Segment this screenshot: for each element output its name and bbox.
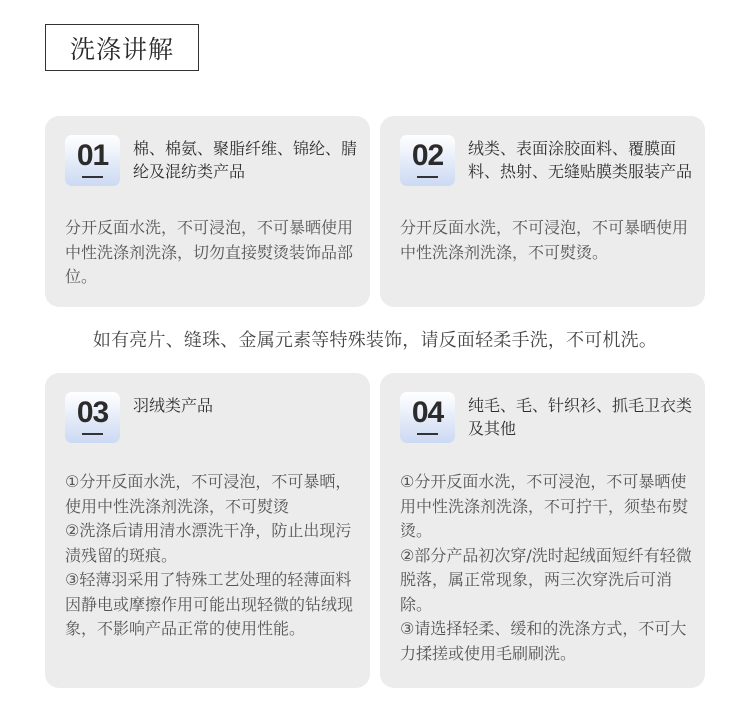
care-card-03	[45, 373, 370, 688]
number-badge	[65, 392, 120, 443]
care-instruction: 分开反面水洗，不可浸泡，不可暴晒使用中性洗涤剂洗涤，不可熨烫。	[400, 218, 689, 262]
badge-number: 02	[411, 139, 444, 172]
card-title: 羽绒类产品	[133, 396, 214, 415]
badge-underline	[82, 176, 103, 178]
care-instruction: ②部分产品初次穿/洗时起绒面短纤有轻微脱落，属正常现象，两三次穿洗后可消除。	[400, 545, 692, 614]
number-badge	[400, 392, 455, 443]
number-badge	[400, 135, 455, 186]
badge-number: 03	[76, 396, 109, 429]
card-body	[400, 470, 696, 666]
page-title: 洗涤讲解	[45, 24, 199, 71]
care-card-04	[380, 373, 705, 688]
care-instruction: ①分开反面水洗，不可浸泡，不可暴晒，使用中性洗涤剂洗涤，不可熨烫	[65, 472, 352, 516]
care-card-01	[45, 116, 370, 307]
badge-underline	[417, 176, 438, 178]
card-title: 纯毛、毛、针织衫、抓毛卫衣类及其他	[468, 396, 693, 438]
care-instruction: 分开反面水洗，不可浸泡，不可暴晒使用中性洗涤剂洗涤，切勿直接熨烫装饰品部位。	[65, 218, 354, 286]
card-title: 棉、棉氨、聚脂纤维、锦纶、腈纶及混纺类产品	[133, 139, 358, 181]
care-instruction: ③请选择轻柔、缓和的洗涤方式，不可大力揉搓或使用毛刷刷洗。	[400, 619, 687, 663]
care-instruction: ①分开反面水洗，不可浸泡，不可暴晒使用中性洗涤剂洗涤，不可拧干，须垫布熨烫。	[400, 472, 689, 540]
card-title: 绒类、表面涂胶面料、覆膜面料、热射、无缝贴膜类服装产品	[468, 139, 693, 181]
badge-underline	[417, 433, 438, 435]
care-instruction: ③轻薄羽采用了特殊工艺处理的轻薄面料因静电或摩擦作用可能出现轻微的钻绒现象，不影响产品正常的使用性能。	[65, 570, 354, 638]
care-instruction: ②洗涤后请用清水漂洗干净，防止出现污渍残留的斑痕。	[65, 521, 352, 565]
badge-number: 04	[411, 396, 444, 429]
special-decoration-note: 如有亮片、缝珠、金属元素等特殊装饰，请反面轻柔手洗，不可机洗。	[92, 330, 658, 351]
care-card-02	[380, 116, 705, 307]
card-body	[65, 470, 361, 642]
number-badge	[65, 135, 120, 186]
card-body	[400, 216, 696, 265]
card-body	[65, 216, 361, 290]
badge-number: 01	[76, 139, 109, 172]
badge-underline	[82, 433, 103, 435]
